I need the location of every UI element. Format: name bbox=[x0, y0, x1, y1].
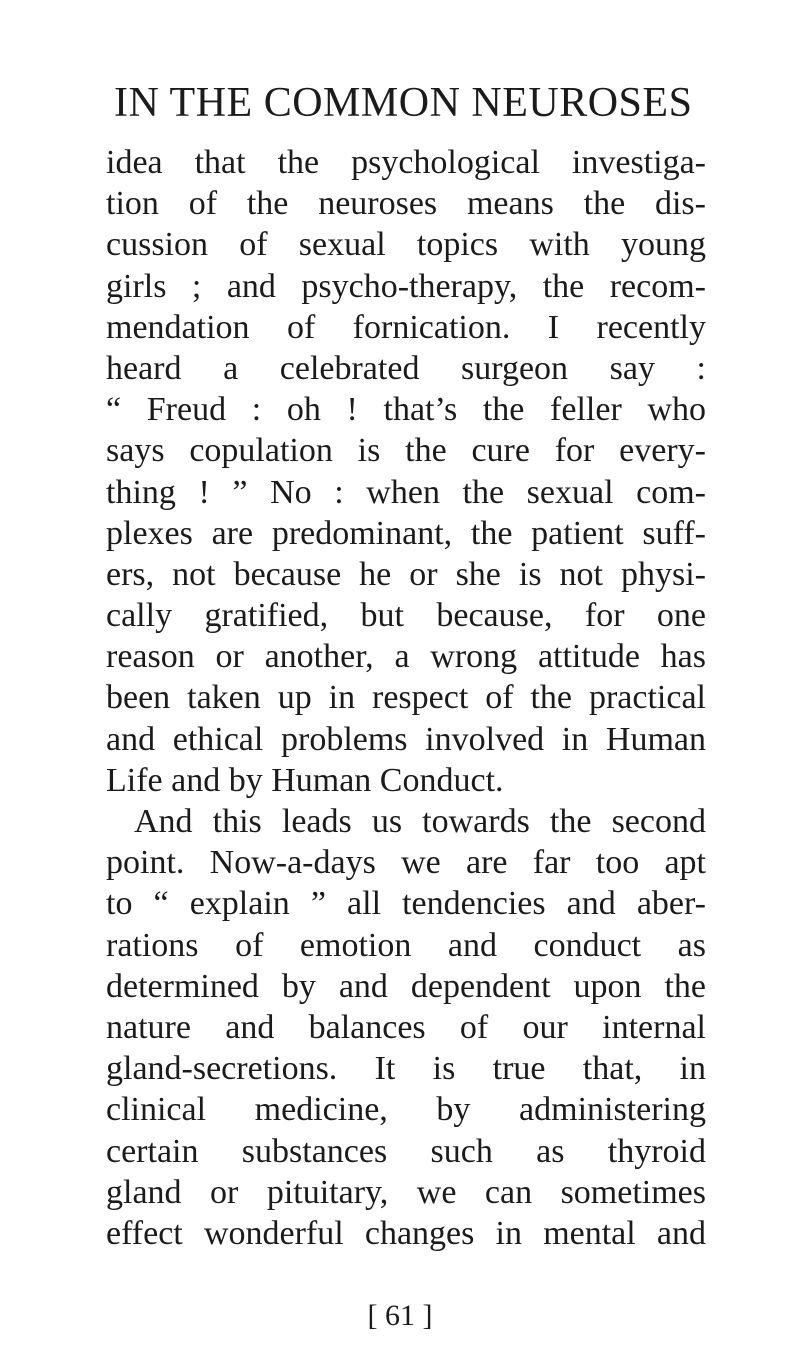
paragraph-last-line: Life and by Human Conduct. bbox=[106, 761, 504, 799]
text-line: says copulation is the cure for every- bbox=[106, 432, 706, 470]
page-number: [ 61 ] bbox=[367, 1299, 433, 1332]
text-line: girls ; and psycho-therapy, the recom- bbox=[106, 267, 706, 305]
text-line: gland-secretions. It is true that, in bbox=[106, 1050, 706, 1088]
text-line: to “ explain ” all tendencies and aber- bbox=[106, 885, 706, 923]
text-line: idea that the psychological investiga- bbox=[106, 144, 706, 181]
text-line: cally gratified, but because, for one bbox=[106, 597, 706, 635]
text-line: nature and balances of our internal bbox=[106, 1008, 706, 1046]
text-line: thing ! ” No : when the sexual com- bbox=[106, 473, 706, 511]
text-line: reason or another, a wrong attitude has bbox=[106, 638, 706, 676]
text-line: cussion of sexual topics with young bbox=[106, 226, 706, 264]
text-line: point. Now-a-days we are far too apt bbox=[106, 844, 706, 882]
running-head: IN THE COMMON NEUROSES bbox=[114, 80, 693, 126]
text-line: clinical medicine, by administering bbox=[106, 1091, 706, 1129]
text-line: gland or pituitary, we can sometimes bbox=[106, 1173, 706, 1211]
text-line: effect wonderful changes in mental and bbox=[106, 1214, 706, 1252]
text-line: certain substances such as thyroid bbox=[106, 1132, 706, 1170]
text-line: “ Freud : oh ! that’s the feller who bbox=[106, 391, 706, 429]
text-line: plexes are predominant, the patient suff- bbox=[106, 514, 706, 552]
body-text bbox=[106, 142, 706, 1254]
text-line: mendation of fornication. I recently bbox=[106, 308, 706, 346]
text-line: been taken up in respect of the practical bbox=[106, 679, 706, 717]
text-line: determined by and dependent upon the bbox=[106, 967, 706, 1005]
paragraph-first-line: And this leads us towards the second bbox=[134, 803, 706, 840]
text-line: ers, not because he or she is not physi- bbox=[106, 555, 706, 593]
text-line: rations of emotion and conduct as bbox=[106, 926, 706, 964]
text-line: heard a celebrated surgeon say : bbox=[106, 349, 706, 387]
text-line: tion of the neuroses means the dis- bbox=[106, 185, 706, 223]
text-line: and ethical problems involved in Human bbox=[106, 720, 706, 758]
